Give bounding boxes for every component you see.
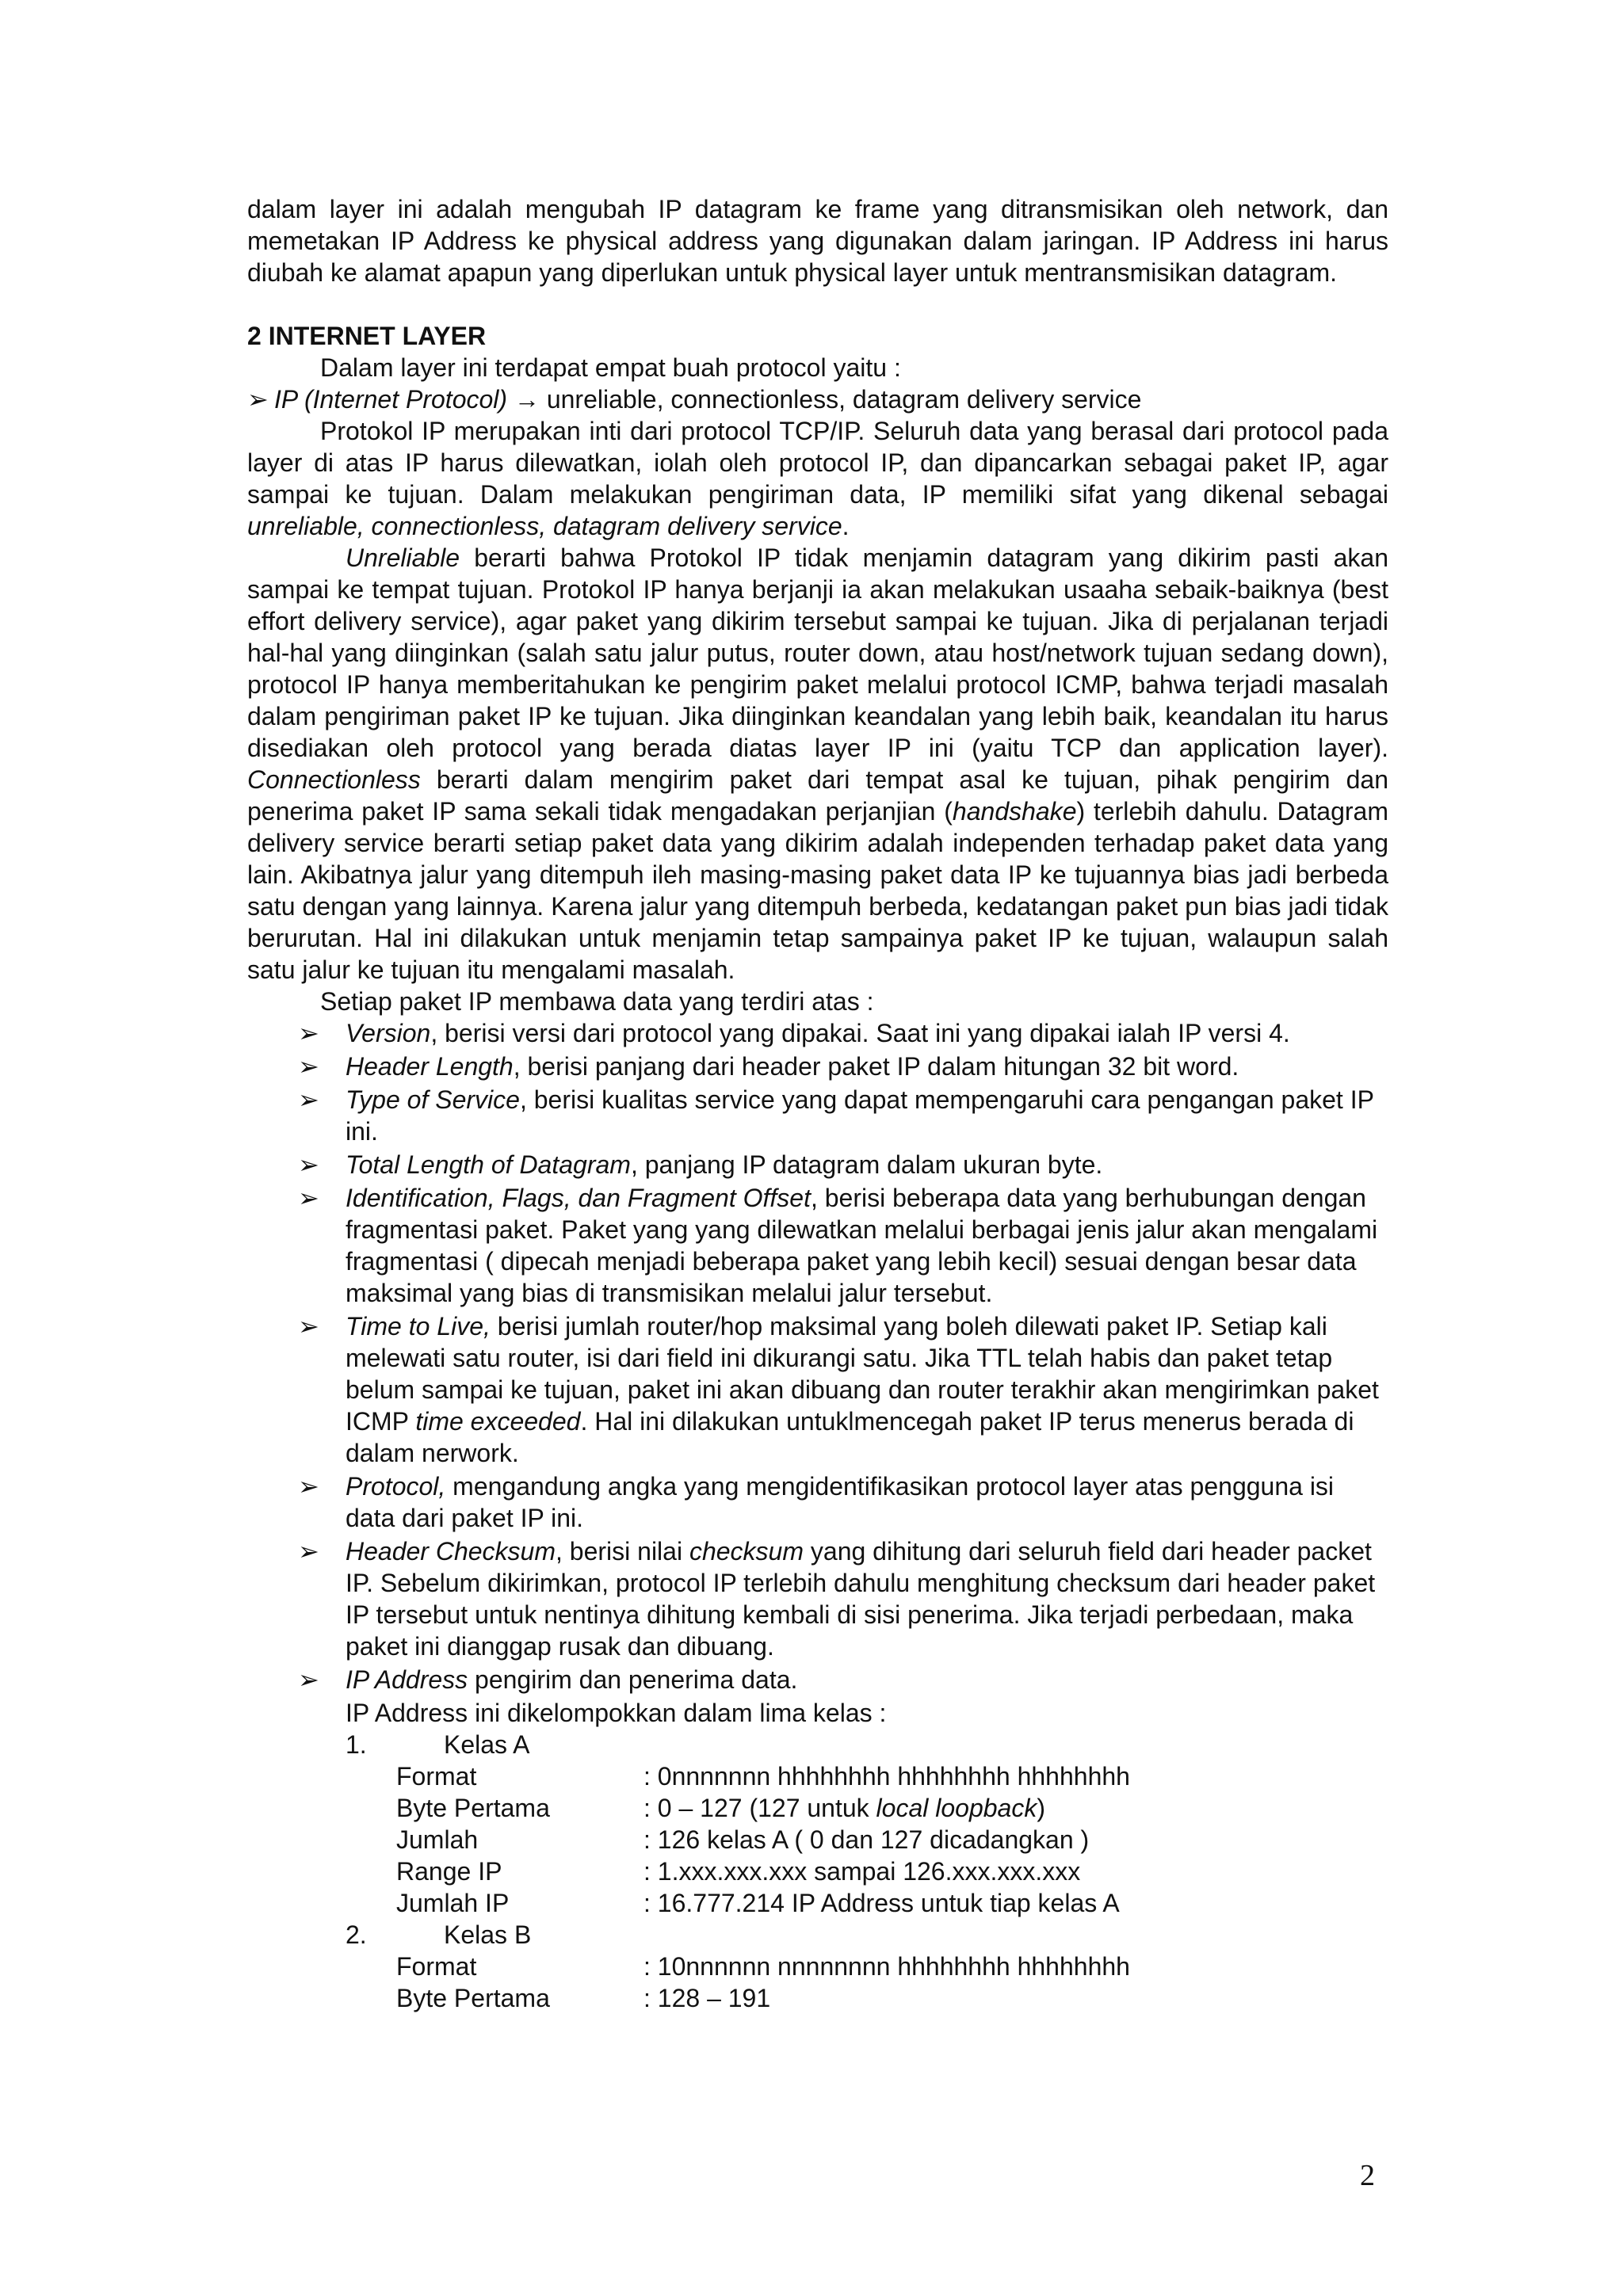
field-term: Version <box>346 1019 431 1047</box>
list-item <box>247 1017 1388 1049</box>
kv-key: Range IP <box>396 1857 502 1886</box>
protocol-paragraph-italic: unreliable, connectionless, datagram delivery service <box>247 512 842 540</box>
field-text: , berisi nilai <box>556 1537 689 1566</box>
datagram-text: ) terlebih dahulu. Datagram delivery service berarti setiap paket data yang dikirim adalah independen terhadap paket data yang lain. Akibatnya jalur yang ditempuh ileh masing-masing paket data IP ke tujuannya bias jadi berbeda satu dengan yang lainnya. Karena jalur yang ditempuh berbeda, kedatangan paket pun bias jadi tidak berurutan. Hal ini dilakukan untuk menjamin tetap sampainya paket IP ke tujuan, walaupun salah satu jalur ke tujuan itu mengalami masalah. <box>247 797 1389 984</box>
ip-protocol-desc: unreliable, connectionless, datagram delivery service <box>546 385 1142 414</box>
class-a-range <box>247 1855 1388 1887</box>
class-b-heading <box>247 1919 1388 1951</box>
ip-classes-intro: IP Address ini dikelompokkan dalam lima kelas : <box>346 1699 887 1727</box>
field-text-secondary: yang dihitung dari seluruh field dari header packet IP. Sebelum dikirimkan, protocol IP terlebih dahulu menghitung checksum dari header paket IP tersebut untuk nentinya dihitung kembali di sisi penerima. Jika terjadi perbedaan, maka paket ini dianggap rusak dan dibuang. <box>346 1537 1376 1661</box>
arrow-bullet-icon: ➢ <box>298 1312 319 1341</box>
list-item <box>247 1535 1388 1662</box>
class-a-number: 1. <box>346 1730 367 1759</box>
packet-fields-list <box>247 1017 1388 1695</box>
arrow-bullet-icon: ➢ <box>298 1537 319 1566</box>
field-term: Type of Service <box>346 1085 520 1114</box>
kv-key: Byte Pertama <box>396 1794 550 1822</box>
arrow-bullet-icon: ➢ <box>298 1472 319 1501</box>
unreliable-paragraph <box>247 542 1388 986</box>
class-a-name: Kelas A <box>444 1730 530 1759</box>
arrow-bullet-icon: ➢ <box>298 1150 319 1179</box>
class-a-byte <box>247 1792 1388 1824</box>
intro-paragraph: dalam layer ini adalah mengubah IP datagram ke frame yang ditransmisikan oleh network, dan memetakan IP Address ke physical address yang digunakan dalam jaringan. IP Address ini harus diubah ke alamat apapun yang diperlukan untuk physical layer untuk mentransmisikan datagram. <box>247 195 1388 287</box>
class-a-heading <box>247 1729 1388 1760</box>
class-b-byte <box>247 1982 1388 2014</box>
field-text: , berisi panjang dari header paket IP dalam hitungan 32 bit word. <box>513 1052 1239 1081</box>
section-heading: 2 INTERNET LAYER <box>247 322 487 350</box>
ip-protocol-bullet <box>247 383 1388 415</box>
document-page <box>247 193 1388 2014</box>
kv-value-italic: local loopback <box>876 1794 1037 1822</box>
field-term-secondary: checksum <box>689 1537 804 1566</box>
field-term: Protocol, <box>346 1472 446 1501</box>
field-term: Header Checksum <box>346 1537 556 1566</box>
field-term: Identification, Flags, dan Fragment Offset <box>346 1184 811 1212</box>
list-item <box>247 1051 1388 1082</box>
field-term: Header Length <box>346 1052 514 1081</box>
connectionless-term: Connectionless <box>247 765 421 794</box>
kv-value-part: : 0 – 127 (127 untuk <box>643 1794 876 1822</box>
list-item <box>247 1182 1388 1309</box>
field-text-secondary: . Hal ini dilakukan untuklmencegah paket IP terus menerus berada di dalam nerwork. <box>346 1407 1354 1467</box>
protocol-paragraph-end: . <box>842 512 850 540</box>
unreliable-term: Unreliable <box>346 543 460 572</box>
arrow-bullet-icon: ➢ <box>247 385 269 414</box>
kv-value <box>643 1792 1045 1824</box>
packet-intro: Setiap paket IP membawa data yang terdiri atas : <box>320 987 874 1016</box>
list-item <box>247 1470 1388 1534</box>
arrow-bullet-icon: ➢ <box>298 1052 319 1081</box>
list-item <box>247 1310 1388 1469</box>
kv-key: Byte Pertama <box>396 1984 550 2012</box>
kv-key: Jumlah <box>396 1825 479 1854</box>
list-item <box>247 1149 1388 1180</box>
ip-protocol-term: IP (Internet Protocol) <box>274 385 508 414</box>
kv-key: Jumlah IP <box>396 1889 510 1917</box>
field-term: IP Address <box>346 1665 468 1694</box>
kv-key: Format <box>396 1762 477 1791</box>
field-text: berisi jumlah router/hop maksimal yang boleh dilewati paket IP. Setiap kali melewati satu router, isi dari field ini dikurangi satu. Jika TTL telah habis dan paket tetap belum sampai ke tujuan, paket ini akan dibuang dan router terakhir akan mengirimkan paket ICMP <box>346 1312 1379 1436</box>
class-b-name: Kelas B <box>444 1920 532 1949</box>
field-text: , panjang IP datagram dalam ukuran byte. <box>630 1150 1103 1179</box>
class-a-format <box>247 1760 1388 1792</box>
kv-value: : 126 kelas A ( 0 dan 127 dicadangkan ) <box>643 1825 1090 1854</box>
ip-protocol-line <box>274 383 1141 415</box>
class-b-number: 2. <box>346 1920 367 1949</box>
handshake-term: handshake <box>952 797 1077 826</box>
connectionless-text: berarti dalam mengirim paket dari tempat asal ke tujuan, pihak pengirim dan penerima paket IP sama sekali tidak mengadakan perjanjian ( <box>247 765 1388 826</box>
kv-key: Format <box>396 1952 477 1981</box>
field-term: Total Length of Datagram <box>346 1150 631 1179</box>
field-term: Time to Live, <box>346 1312 491 1341</box>
kv-value: : 16.777.214 IP Address untuk tiap kelas A <box>643 1889 1120 1917</box>
field-text: , berisi versi dari protocol yang dipakai. Saat ini yang dipakai ialah IP versi 4. <box>430 1019 1290 1047</box>
kv-value-part: ) <box>1037 1794 1045 1822</box>
arrow-bullet-icon: ➢ <box>298 1184 319 1212</box>
section-intro: Dalam layer ini terdapat empat buah protocol yaitu : <box>320 353 901 382</box>
field-text: mengandung angka yang mengidentifikasikan protocol layer atas pengguna isi data dari paket IP ini. <box>346 1472 1335 1532</box>
arrow-bullet-icon: ➢ <box>298 1019 319 1047</box>
class-a-jumlah <box>247 1824 1388 1855</box>
field-text: pengirim dan penerima data. <box>468 1665 798 1694</box>
kv-value: : 128 – 191 <box>643 1984 771 2012</box>
protocol-paragraph <box>247 415 1388 542</box>
field-term-secondary: time exceeded <box>415 1407 581 1436</box>
kv-value: : 0nnnnnnn hhhhhhhh hhhhhhhh hhhhhhhh <box>643 1762 1130 1791</box>
kv-value: : 1.xxx.xxx.xxx sampai 126.xxx.xxx.xxx <box>643 1857 1081 1886</box>
unreliable-text: berarti bahwa Protokol IP tidak menjamin datagram yang dikirim pasti akan sampai ke tempat tujuan. Protokol IP hanya berjanji ia akan melakukan usaaha sebaik-baiknya (best effort delivery service), agar paket yang dikirim tersebut sampai ke tujuan. Jika di perjalanan terjadi hal-hal yang diinginkan (salah satu jalur putus, router down, atau host/network tujuan sedang down), protocol IP hanya memberitahukan ke pengirim paket melalui protocol ICMP, bahwa terjadi masalah dalam pengiriman paket IP ke tujuan. Jika diinginkan keandalan yang lebih baik, keandalan itu harus disediakan oleh protocol yang berada diatas layer IP ini (yaitu TCP dan application layer). <box>247 543 1388 762</box>
field-text: , berisi kualitas service yang dapat mempengaruhi cara pengangan paket IP ini. <box>346 1085 1374 1146</box>
right-arrow-icon: → <box>507 385 547 414</box>
protocol-paragraph-text: Protokol IP merupakan inti dari protocol TCP/IP. Seluruh data yang berasal dari protocol pada layer di atas IP harus dilewatkan, iolah oleh protocol IP, dan dipancarkan sebagai paket IP, agar sampai ke tujuan. Dalam melakukan pengiriman data, IP memiliki sifat yang dikenal sebagai <box>247 417 1388 509</box>
arrow-bullet-icon: ➢ <box>298 1665 319 1694</box>
arrow-bullet-icon: ➢ <box>298 1085 319 1114</box>
list-item <box>247 1664 1388 1695</box>
page-number: 2 <box>1360 2159 1375 2192</box>
class-a-jumlah-ip <box>247 1887 1388 1919</box>
list-item <box>247 1084 1388 1147</box>
kv-value: : 10nnnnnn nnnnnnnn hhhhhhhh hhhhhhhh <box>643 1952 1130 1981</box>
field-text: , berisi beberapa data yang berhubungan dengan fragmentasi paket. Paket yang yang dilewatkan melalui berbagai jenis jalur akan mengalami fragmentasi ( dipecah menjadi beberapa paket yang lebih kecil) sesuai dengan besar data maksimal yang bias di transmisikan melalui jalur tersebut. <box>346 1184 1378 1307</box>
class-b-format <box>247 1951 1388 1982</box>
